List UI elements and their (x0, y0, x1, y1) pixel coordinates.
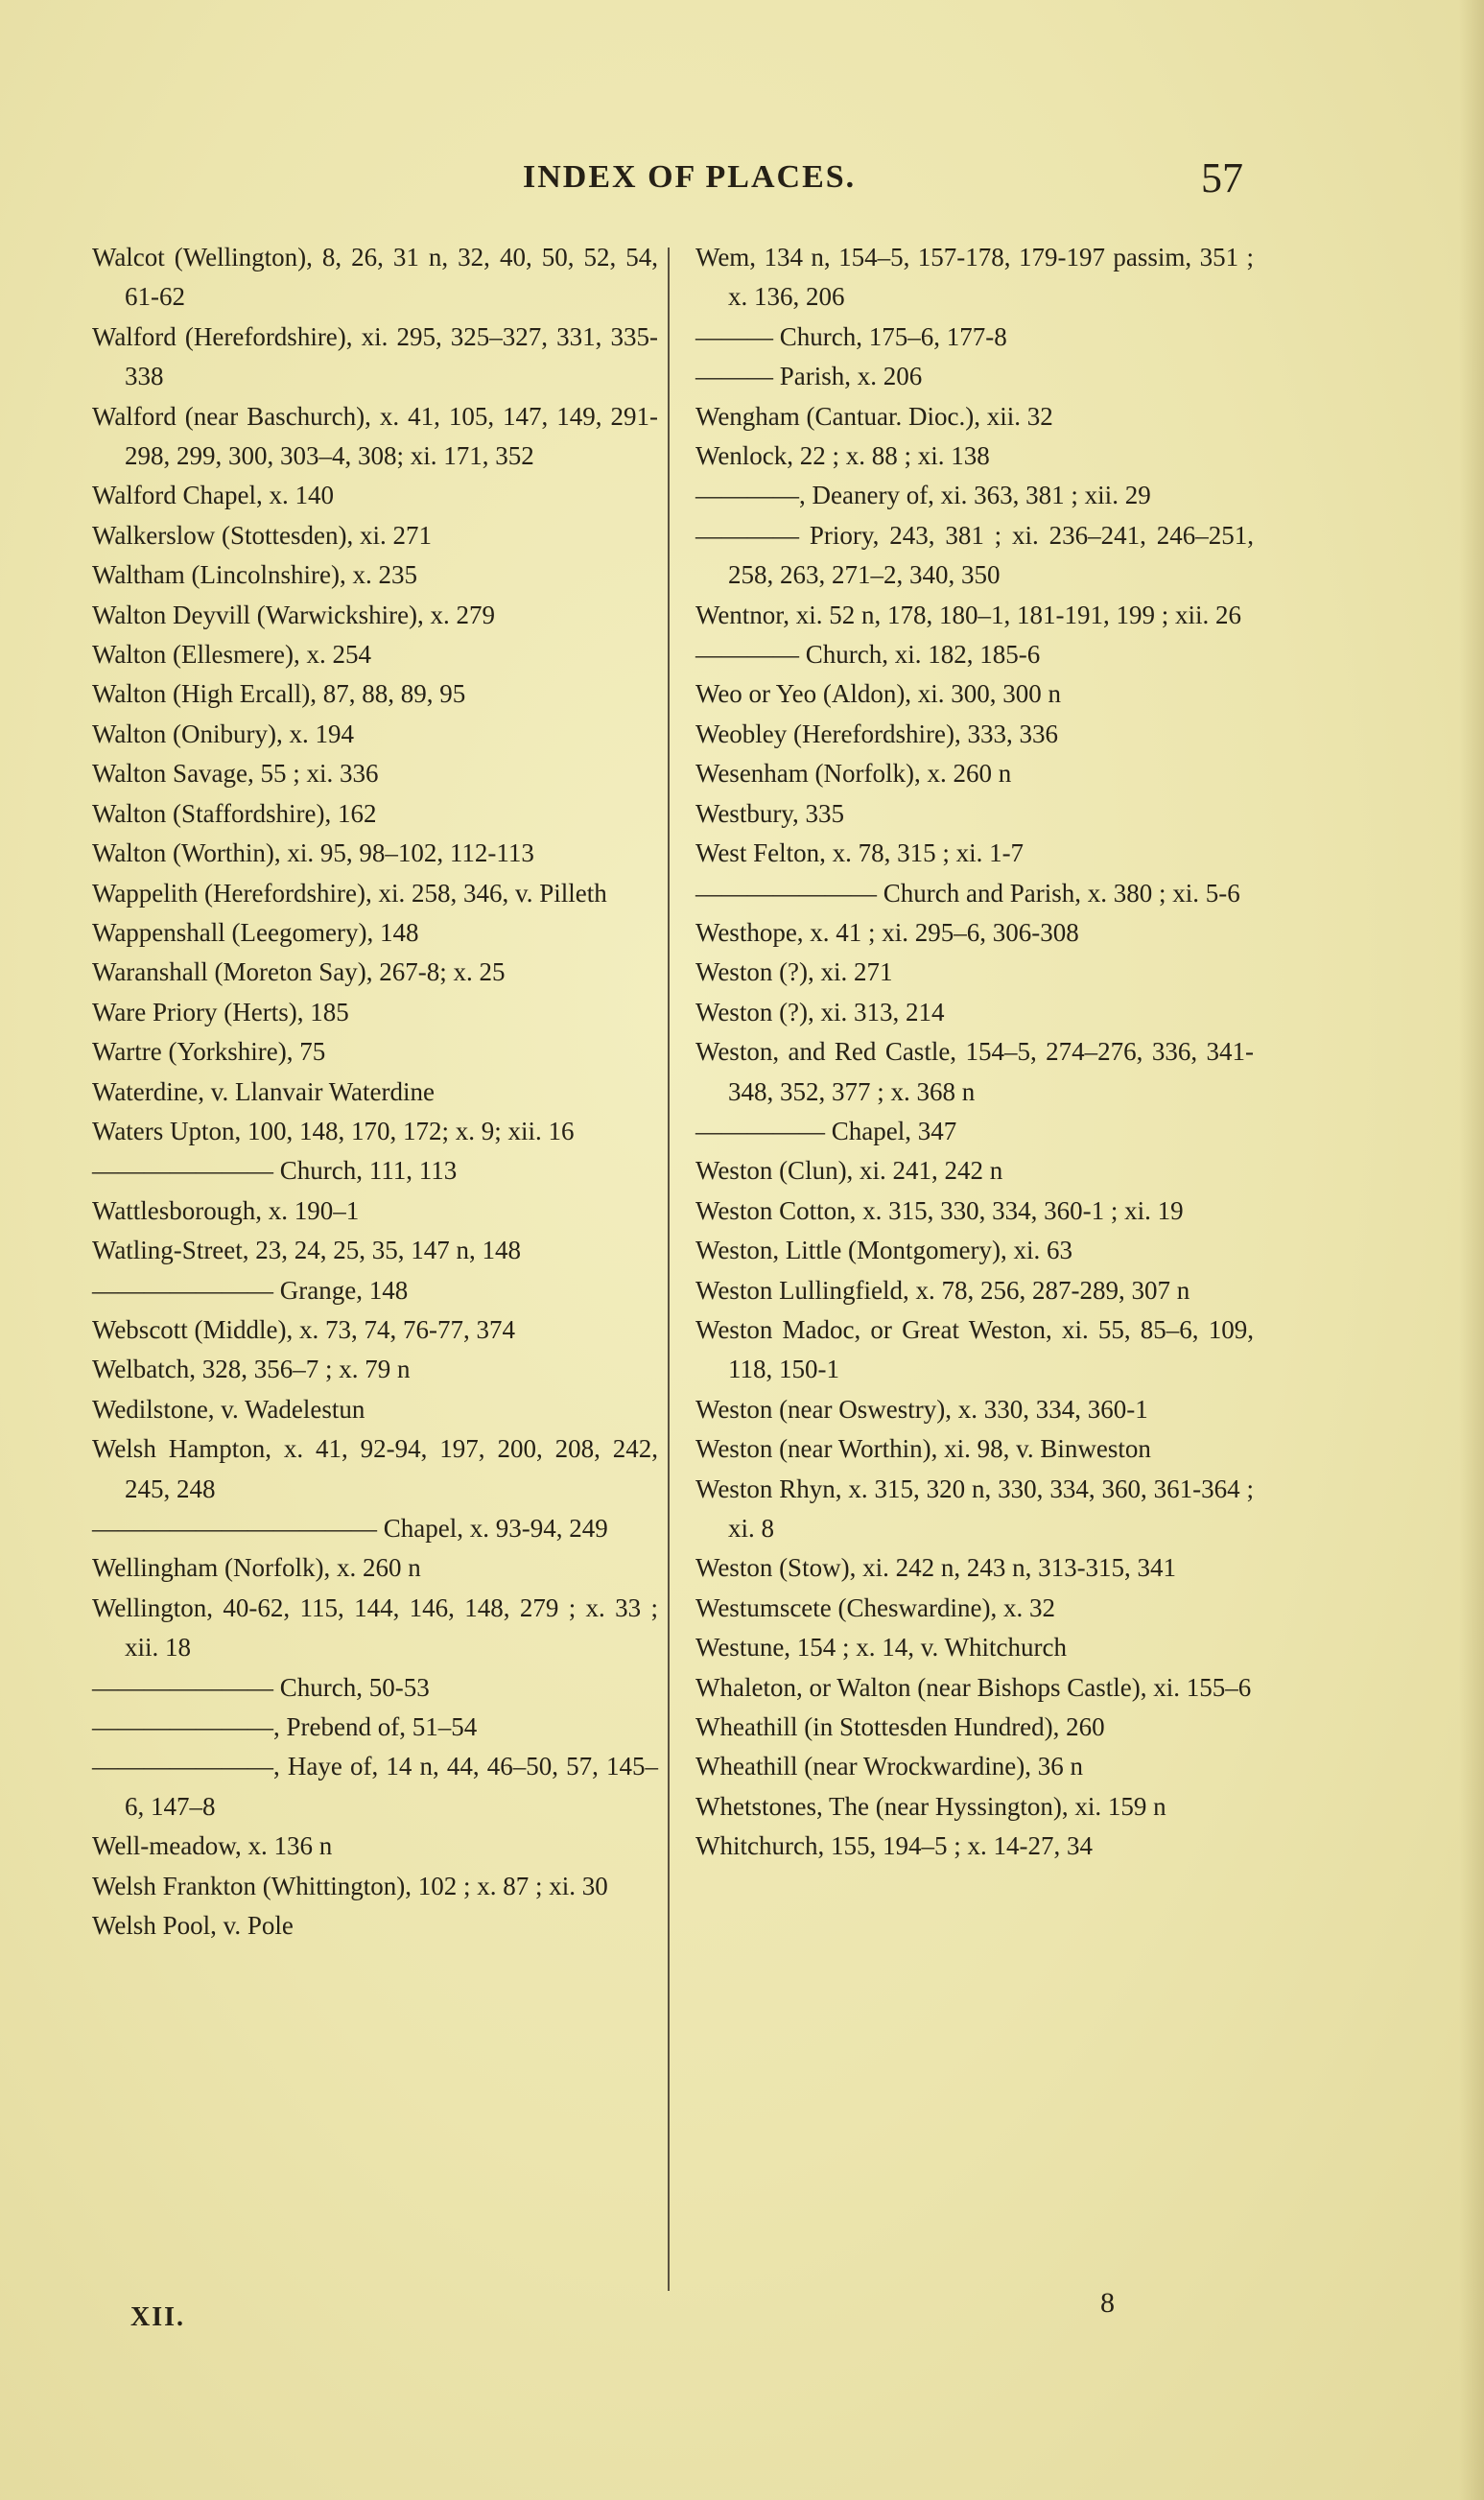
index-column-left (92, 238, 658, 1946)
index-entry: Wellington, 40-62, 115, 144, 146, 148, 279 ; x. 33 ; xii. 18 (92, 1592, 658, 1663)
index-column-right (695, 238, 1254, 1867)
index-entry: Westune, 154 ; x. 14, v. Whitchurch (695, 1633, 1068, 1663)
index-entry: Waters Upton, 100, 148, 170, 172; x. 9; xii. 16 (92, 1116, 575, 1145)
index-entry: Westumscete (Cheswardine), x. 32 (695, 1592, 1055, 1622)
index-entry: ——————— Church, 111, 113 (92, 1156, 458, 1186)
index-entry: Weo or Yeo (Aldon), xi. 300, 300 n (695, 679, 1062, 709)
index-entry: Wengham (Cantuar. Dioc.), xii. 32 (695, 401, 1053, 431)
index-entry: Well-meadow, x. 136 n (92, 1831, 333, 1861)
index-entry: ——————— Church and Parish, x. 380 ; xi. 5-6 (695, 878, 1240, 908)
index-entry: Wem, 134 n, 154–5, 157-178, 179-197 passim, 351 ; x. 136, 206 (695, 243, 1254, 312)
index-entry: Weston (?), xi. 313, 214 (695, 997, 945, 1026)
index-entry: Weston Cotton, x. 315, 330, 334, 360-1 ; xi. 19 (695, 1195, 1184, 1225)
index-entry: ——————— Church, 50-53 (92, 1672, 430, 1702)
index-entry: ——————— Grange, 148 (92, 1275, 409, 1305)
entry-continuation: 8 (1100, 2287, 1115, 2319)
index-entry: Wheathill (in Stottesden Hundred), 260 (695, 1712, 1105, 1742)
page-edge-shadow (1459, 0, 1484, 2500)
index-entry: Wentnor, xi. 52 n, 178, 180–1, 181-191, 199 ; xii. 26 (695, 600, 1241, 629)
index-entry: ————— Chapel, 347 (695, 1116, 957, 1145)
index-entry: Walford (near Baschurch), x. 41, 105, 147, 149, 291-298, 299, 300, 303–4, 308; xi. 171, 352 (92, 401, 658, 471)
index-entry: Waranshall (Moreton Say), 267-8; x. 25 (92, 957, 506, 987)
index-entry: West Felton, x. 78, 315 ; xi. 1-7 (695, 838, 1025, 868)
index-entry: ——— Church, 175–6, 177-8 (695, 321, 1007, 351)
index-entry: Welsh Frankton (Whittington), 102 ; x. 87 ; xi. 30 (92, 1871, 608, 1900)
index-entry: Walton (Onibury), x. 194 (92, 719, 355, 748)
index-entry: Weston, Little (Montgomery), xi. 63 (695, 1236, 1073, 1265)
index-entry: Wedilstone, v. Wadelestun (92, 1394, 365, 1424)
index-entry: Watling-Street, 23, 24, 25, 35, 147 n, 148 (92, 1236, 522, 1265)
index-entry: Weston (near Oswestry), x. 330, 334, 360-1 (695, 1394, 1148, 1424)
index-entry: Weston (Clun), xi. 241, 242 n (695, 1156, 1003, 1186)
index-entry: Welbatch, 328, 356–7 ; x. 79 n (92, 1355, 411, 1384)
index-entry: Walton (Worthin), xi. 95, 98–102, 112-113 (92, 838, 534, 868)
index-entry: Waltham (Lincolnshire), x. 235 (92, 560, 417, 590)
index-entry: ——— Parish, x. 206 (695, 362, 923, 391)
index-entry: Wenlock, 22 ; x. 88 ; xi. 138 (695, 441, 990, 471)
index-entry: Walton (High Ercall), 87, 88, 89, 95 (92, 679, 466, 709)
index-entry: Westbury, 335 (695, 798, 845, 828)
index-entry: ———— Priory, 243, 381 ; xi. 236–241, 246–251, 258, 263, 271–2, 340, 350 (695, 520, 1254, 590)
index-entry: Weston (?), xi. 271 (695, 957, 893, 987)
index-entry: Walkerslow (Stottesden), xi. 271 (92, 520, 433, 550)
index-entry: Waterdine, v. Llanvair Waterdine (92, 1076, 435, 1106)
index-entry: Wesenham (Norfolk), x. 260 n (695, 759, 1012, 789)
index-entry: Welsh Pool, v. Pole (92, 1911, 294, 1941)
index-entry: ——————————— Chapel, x. 93-94, 249 (92, 1514, 608, 1543)
index-entry: Weston Rhyn, x. 315, 320 n, 330, 334, 360, 361-364 ; xi. 8 (695, 1474, 1254, 1543)
index-entry: Walford Chapel, x. 140 (92, 481, 335, 510)
index-entry: Ware Priory (Herts), 185 (92, 997, 349, 1026)
index-entry: Walton (Staffordshire), 162 (92, 798, 377, 828)
index-entry: Wheathill (near Wrockwardine), 36 n (695, 1752, 1083, 1781)
index-entry: Weston (Stow), xi. 242 n, 243 n, 313-315, 341 (695, 1553, 1177, 1583)
index-entry: Welsh Hampton, x. 41, 92-94, 197, 200, 208, 242, 245, 248 (92, 1434, 658, 1503)
index-entry: Weston Lullingfield, x. 78, 256, 287-289, 307 n (695, 1275, 1190, 1305)
index-entry: Wartre (Yorkshire), 75 (92, 1037, 326, 1067)
index-entry: Wellingham (Norfolk), x. 260 n (92, 1553, 421, 1583)
index-entry: Wattlesborough, x. 190–1 (92, 1195, 360, 1225)
page-title: INDEX OF PLACES. (523, 159, 857, 195)
index-entry: Webscott (Middle), x. 73, 74, 76-77, 374 (92, 1314, 516, 1344)
index-entry: Walton Savage, 55 ; xi. 336 (92, 759, 379, 789)
index-entry: Wappelith (Herefordshire), xi. 258, 346, v. Pilleth (92, 878, 607, 908)
signature-mark: XII. (130, 2302, 186, 2332)
index-entry: ———————, Prebend of, 51–54 (92, 1712, 478, 1742)
index-entry: Weston (near Worthin), xi. 98, v. Binweston (695, 1434, 1151, 1464)
page-number: 57 (1201, 154, 1243, 201)
index-entry: Weobley (Herefordshire), 333, 336 (695, 719, 1058, 748)
index-entry: ————, Deanery of, xi. 363, 381 ; xii. 29 (695, 481, 1151, 510)
index-entry: Wappenshall (Leegomery), 148 (92, 917, 419, 947)
index-entry: ———————, Haye of, 14 n, 44, 46–50, 57, 145–6, 147–8 (92, 1752, 658, 1821)
index-entry: Whitchurch, 155, 194–5 ; x. 14-27, 34 (695, 1831, 1093, 1861)
index-entry: ———— Church, xi. 182, 185-6 (695, 640, 1041, 670)
index-entry: Weston Madoc, or Great Weston, xi. 55, 85–6, 109, 118, 150-1 (695, 1314, 1254, 1384)
index-entry: Westhope, x. 41 ; xi. 295–6, 306-308 (695, 917, 1079, 947)
column-divider (668, 248, 670, 2291)
index-entry: Walton Deyvill (Warwickshire), x. 279 (92, 600, 496, 629)
index-entry: Walcot (Wellington), 8, 26, 31 n, 32, 40, 50, 52, 54, 61-62 (92, 243, 658, 312)
index-entry: Walford (Herefordshire), xi. 295, 325–327, 331, 335-338 (92, 321, 658, 391)
index-entry: Walton (Ellesmere), x. 254 (92, 640, 371, 670)
index-entry: Whaleton, or Walton (near Bishops Castle), xi. 155–6 (695, 1672, 1252, 1702)
index-entry: Whetstones, The (near Hyssington), xi. 159 n (695, 1791, 1166, 1821)
index-entry: Weston, and Red Castle, 154–5, 274–276, 336, 341-348, 352, 377 ; x. 368 n (695, 1037, 1254, 1106)
